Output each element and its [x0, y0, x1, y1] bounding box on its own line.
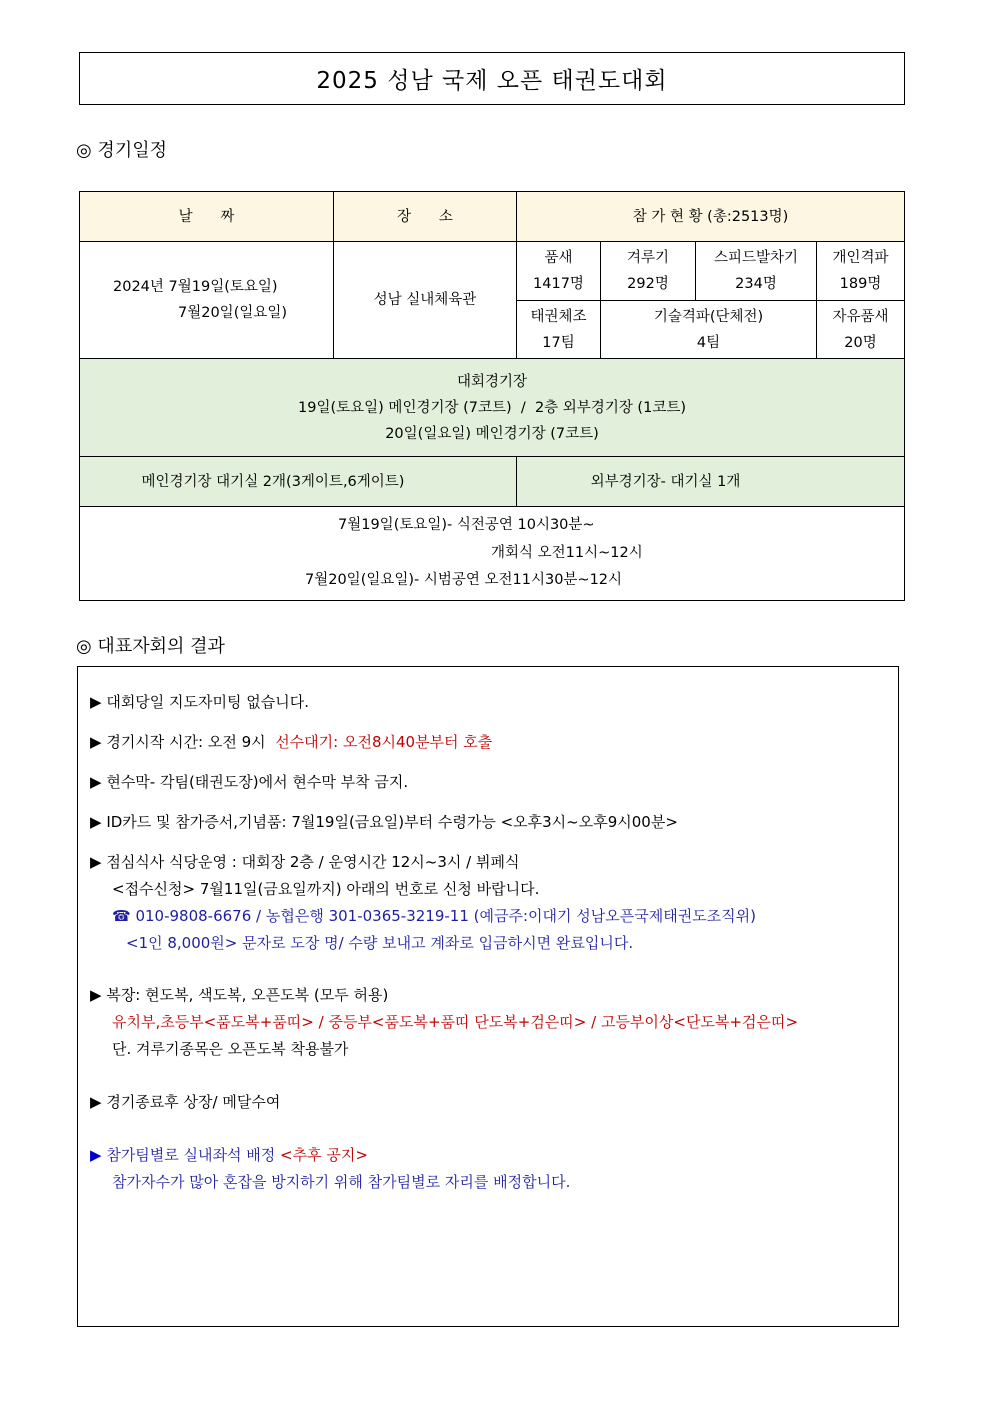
results-heading: ◎ 대표자회의 결과 — [76, 636, 225, 657]
result-item-1 — [90, 689, 309, 716]
ceremony-line-1: 7월19일(토요일)- 식전공연 10시30분~ — [338, 517, 595, 534]
arena-title: 대회경기장 — [456, 373, 528, 390]
result-item-4 — [90, 809, 678, 836]
event-name: 품새 — [544, 250, 573, 266]
results-box — [77, 666, 899, 1327]
event-name: 태권체조 — [530, 308, 587, 325]
event-count: 189명 — [839, 276, 882, 292]
bullet-icon: ▶ — [90, 773, 102, 791]
event-name: 겨루기 — [626, 250, 670, 266]
header-status: 참 가 현 황 (총:2513명) — [517, 192, 905, 242]
bullet-icon: ▶ — [90, 1146, 102, 1164]
date-line-2: 7월20일(일요일) — [178, 305, 288, 321]
result-text: 단. 겨루기종목은 오픈도복 착용불가 — [112, 1040, 349, 1058]
event-name: 스피드발차기 — [713, 250, 799, 266]
result-item-6 — [90, 982, 798, 1063]
arena-cell — [80, 359, 905, 457]
arena-line-2: 20일(일요일) 메인경기장 (7코트) — [385, 425, 599, 442]
result-text: 복장: 현도복, 색도복, 오픈도복 (모두 허용) — [106, 986, 389, 1004]
event-count: 234명 — [735, 276, 777, 292]
result-text: 점심식사 식당운영 : 대회장 2층 / 운영시간 12시~3시 / 뷔페식 — [106, 853, 520, 871]
result-text: <접수신청> 7월11일(금요일까지) 아래의 번호로 신청 바랍니다. — [112, 880, 540, 898]
event-cell — [817, 301, 905, 359]
price-line: <1인 8,000원> 문자로 도장 명/ 수량 보내고 계좌로 입금하시면 완료입니다. — [126, 934, 634, 952]
result-item-7 — [90, 1089, 280, 1116]
schedule-heading: ◎ 경기일정 — [76, 140, 167, 161]
event-count: 20명 — [844, 334, 877, 351]
bullet-icon: ▶ — [90, 986, 102, 1004]
event-count: 292명 — [627, 276, 669, 292]
event-count: 1417명 — [533, 276, 584, 292]
result-text: 경기시작 시간: 오전 9시 — [106, 733, 266, 751]
event-name: 자유품새 — [832, 308, 889, 325]
event-name: 기술격파(단체전) — [653, 308, 764, 325]
event-cell — [517, 242, 601, 301]
result-text: ID카드 및 참가증서,기념품: 7월19일(금요일)부터 수령가능 <오후3시~오후9시00분> — [106, 813, 678, 831]
result-text: 현수막- 각팀(태권도장)에서 현수막 부착 금지. — [106, 773, 409, 791]
result-text: 참가자수가 많아 혼잡을 방지하기 위해 참가팀별로 자리를 배정합니다. — [112, 1173, 571, 1191]
result-text: 경기종료후 상장/ 메달수여 — [106, 1093, 281, 1111]
uniform-rule-line: 유치부,초등부<품도복+품띠> / 중등부<품도복+품띠 단도복+검은띠> / 고등부이상<단도복+검은띠> — [112, 1013, 799, 1031]
ceremony-line-2: 개회식 오전11시~12시 — [491, 544, 643, 561]
result-item-8 — [90, 1142, 570, 1196]
result-item-5 — [90, 849, 756, 957]
schedule-table — [79, 191, 905, 601]
result-item-3 — [90, 769, 408, 796]
result-item-2 — [90, 729, 492, 756]
bullet-icon: ▶ — [90, 813, 102, 831]
waiting-row — [80, 457, 905, 507]
result-text: 참가팀별로 실내좌석 배정 — [106, 1146, 276, 1164]
ceremony-row — [80, 507, 905, 601]
arena-row — [80, 359, 905, 457]
arena-line-1: 19일(토요일) 메인경기장 (7코트) / 2층 외부경기장 (1코트) — [298, 399, 686, 416]
event-cell — [817, 242, 905, 301]
bullet-icon: ▶ — [90, 853, 102, 871]
result-text: 대회당일 지도자미팅 없습니다. — [106, 693, 310, 711]
event-cell — [696, 242, 817, 301]
header-venue: 장 소 — [334, 192, 517, 242]
ceremony-cell — [80, 507, 905, 601]
ceremony-line-3: 7월20일(일요일)- 시범공연 오전11시30분~12시 — [305, 572, 623, 589]
bullet-icon: ▶ — [90, 733, 102, 751]
event-count: 17팀 — [542, 334, 575, 351]
event-count: 4팀 — [696, 334, 721, 351]
result-highlight: 선수대기: 오전8시40분부터 호출 — [275, 733, 493, 751]
bullet-icon: ▶ — [90, 1093, 102, 1111]
page-title: 2025 성남 국제 오픈 태권도대회 — [79, 52, 905, 105]
header-date: 날 짜 — [80, 192, 334, 242]
result-highlight: <추후 공지> — [280, 1146, 368, 1164]
event-name: 개인격파 — [832, 250, 889, 266]
schedule-header-row — [80, 192, 905, 242]
event-cell — [601, 301, 817, 359]
bullet-icon: ▶ — [90, 693, 102, 711]
event-cell — [517, 301, 601, 359]
events-row-1 — [80, 242, 905, 301]
date-cell — [80, 242, 334, 359]
venue-cell: 성남 실내체육관 — [334, 242, 517, 359]
waiting-main: 메인경기장 대기실 2개(3게이트,6게이트) — [80, 457, 517, 507]
waiting-outer: 외부경기장- 대기실 1개 — [517, 457, 905, 507]
event-cell — [601, 242, 696, 301]
phone-account-line: ☎ 010-9808-6676 / 농협은행 301-0365-3219-11 (예금주:이대기 성남오픈국제태권도조직위) — [112, 907, 756, 925]
date-line-1: 2024년 7월19일(토요일) — [113, 279, 278, 295]
